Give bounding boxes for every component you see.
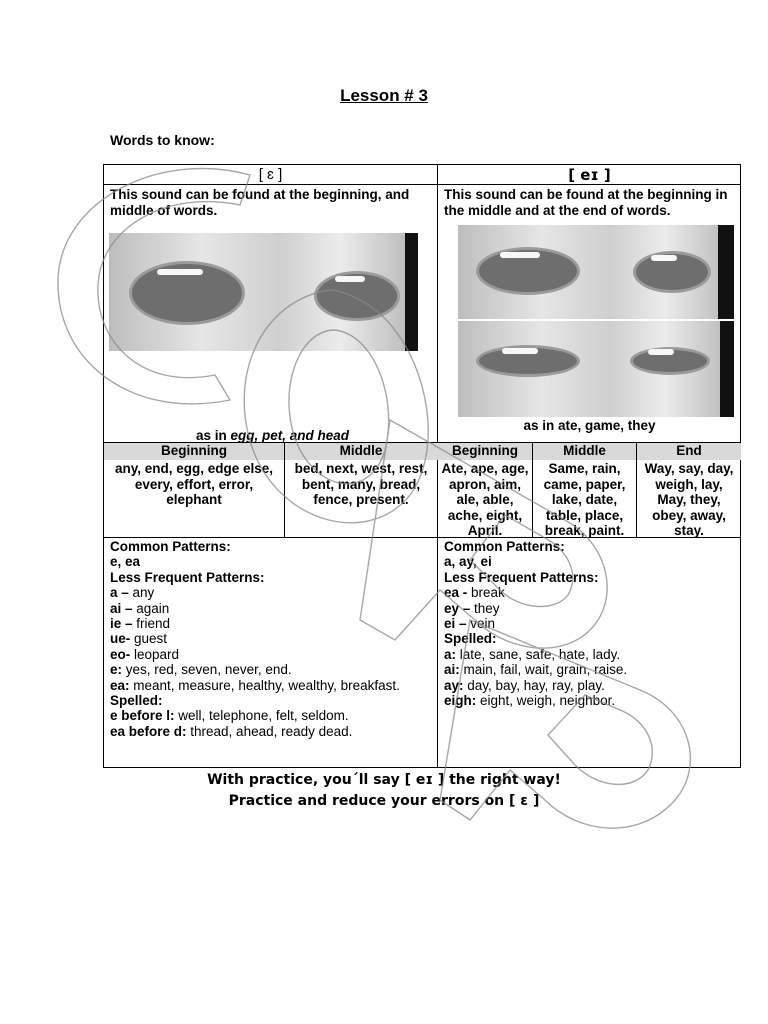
mouth-photo-ay-2 [458, 321, 734, 417]
right-middle-words: Same, rain, came, paper, lake, date, table, place, break, paint. [543, 461, 626, 538]
page-title: Lesson # 3 [340, 86, 428, 105]
footer-line-2: Practice and reduce your errors on [ ɛ ] [228, 793, 540, 809]
mouth-photo-ay-1 [458, 225, 734, 319]
pattern-line: ey – they [444, 600, 500, 616]
right-beginning-words: Ate, ape, age, apron, aim, ale, able, ache, eight, April. [441, 461, 529, 538]
pattern-line: eigh: eight, weigh, neighbor. [444, 693, 616, 709]
pattern-line: a, ay, ei [444, 554, 492, 570]
left-patterns [110, 539, 434, 739]
pattern-line: e before l: well, telephone, felt, seldom. [110, 708, 349, 724]
right-description: This sound can be found at the beginning in the middle and at the end of words. [444, 187, 728, 218]
words-to-know-label: Words to know: [110, 132, 215, 148]
footer-line-1: With practice, you´ll say [ eɪ ] the right way! [207, 772, 561, 788]
pattern-line: Common Patterns: [444, 539, 565, 554]
pattern-line: ue- guest [110, 631, 168, 647]
pattern-line: e, ea [110, 554, 141, 570]
mouth-photo-eh [109, 233, 418, 351]
right-header-middle: Middle [563, 443, 606, 458]
pattern-line: ea: meant, measure, healthy, wealthy, breakfast. [110, 677, 400, 693]
right-example: as in ate, game, they [523, 418, 656, 433]
left-middle-words: bed, next, west, rest, bent, many, bread, fence, present. [294, 461, 428, 507]
right-end-words: Way, say, day, weigh, lay, May, they, obey, away, stay. [644, 461, 734, 538]
pattern-line: Spelled: [444, 631, 497, 647]
phoneme-table [103, 164, 741, 768]
pattern-line: Less Frequent Patterns: [110, 569, 265, 585]
right-patterns [444, 539, 738, 708]
pattern-line: ai: main, fail, wait, grain, raise. [444, 662, 628, 678]
right-symbol-header: [ eɪ ] [568, 166, 611, 184]
pattern-line: a – any [110, 585, 155, 601]
left-symbol-header: [ ɛ ] [258, 166, 283, 183]
left-example: as in egg, pet, and head [196, 428, 350, 443]
right-header-beginning: Beginning [452, 443, 518, 458]
pattern-line: ea - break [444, 585, 505, 601]
right-header-end: End [676, 443, 702, 458]
pattern-line: Less Frequent Patterns: [444, 569, 599, 585]
pattern-line: e: yes, red, seven, never, end. [110, 662, 292, 678]
left-header-beginning: Beginning [161, 443, 227, 458]
pattern-line: Spelled: [110, 693, 163, 709]
pattern-line: ei – vein [444, 616, 496, 632]
pattern-line: ea before d: thread, ahead, ready dead. [110, 723, 353, 739]
left-header-middle: Middle [339, 443, 383, 458]
pattern-line: ay: day, bay, hay, ray, play. [444, 677, 605, 693]
pattern-line: Common Patterns: [110, 539, 231, 554]
pattern-line: ai – again [110, 600, 170, 616]
pattern-line: ie – friend [110, 616, 171, 632]
left-description: This sound can be found at the beginning, and middle of words. [110, 187, 410, 218]
pattern-line: eo- leopard [110, 646, 180, 662]
left-beginning-words: any, end, egg, edge else, every, effort, error, elephant [114, 461, 274, 507]
pattern-line: a: late, sane, safe, hate, lady. [444, 646, 621, 662]
